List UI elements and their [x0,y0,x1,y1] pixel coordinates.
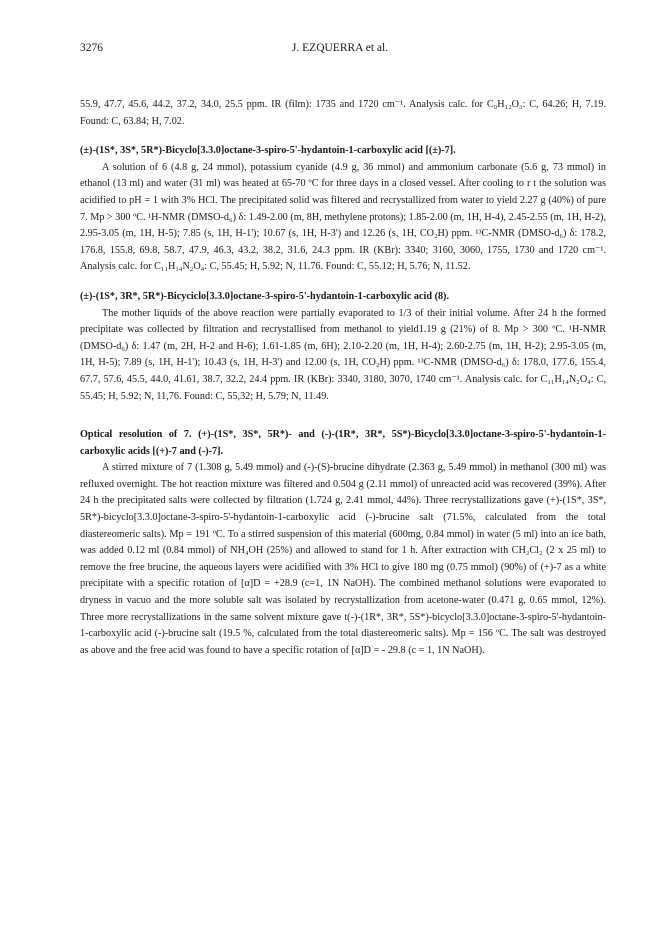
running-head: J. EZQUERRA et al. [291,42,389,54]
compound-7-heading: (±)-(1S*, 3S*, 5R*)-Bicyclo[3.3.0]octane-3-spiro-5'-hydantoin-1-carboxylic acid [(±)-7]. [80,145,456,157]
compound-8-procedure: The mother liquids of the above reaction were partially evaporated to 1/3 of their initial volume. After 24 h the formed precipitate was collected by filtration and recrystallised from methanol to yield1.19 g (21%) of 8. Mp > 300 ºC. ¹H-NMR (DMSO-d₆) δ: 1.47 (m, 2H, H-2 and H-6); 1.61-1.85 (m, 6H); 2.10-2.20 (m, 1H, H-4); 2.60-2.75 (m, 1H, H-2); 2.95-3.05 (m, 1H, H-5); 7.89 (s, 1H, H-1'); 10.43 (s, 1H, H-3') and 12.00 (s, 1H, CO₂H) ppm. ¹³C-NMR (DMSO-d₆) δ: 178.0, 177.6, 155.4, 67.7, 57.6, 45.5, 44.0, 41.61, 38.7, 32.2, 24.4 ppm. IR (KBr): 3340, 3180, 3070, 1740 cm⁻¹. Analysis calc. for C₁₁H₁₄N₂O₄: C, 55.45; H, 5.92; N, 11,76. Found: C, 55,32; H, 5.79; N, 11.49. [80,307,606,402]
continued-paragraph: 55.9, 47.7, 45.6, 44.2, 37.2, 34.0, 25.5 ppm. IR (film): 1735 and 1720 cm⁻¹. Analysis calc. for C₉H₁₂O₃: C, 64.26; H, 7.19. Found: C, 63.84; H, 7.02. [80,99,606,127]
compound-8-heading: (±)-(1S*, 3R*, 5R*)-Bicyciclo[3.3.0]octane-3-spiro-5'-hydantoin-1-carboxylic acid (8). [80,290,449,302]
optical-resolution-heading: Optical resolution of 7. (+)-(1S*, 3S*, 5R*)- and (-)-(1R*, 3R*, 5S*)-Bicyclo[3.3.0]octane-3-spiro-5'-hydantoin-1-carboxylic acids [(+)-7 and (-)-7]. [80,429,606,457]
page-number: 3276 [80,42,103,54]
article-body [80,97,606,659]
optical-resolution-procedure: A stirred mixture of 7 (1.308 g, 5.49 mmol) and (-)-(S)-brucine dihydrate (2.363 g, 5.49 mmol) in methanol (300 ml) was refluxed overnight. The hot reaction mixture was filtered and 0.504 g (2.11 mmol) of unreacted acid was recovered (39%). After 24 h the precipitated salts were collected by filtration (1.724 g, 2.41 mmol, 44%). Three recrystallizations gave (+)-(1S*, 3S*, 5R*)-bicyclo[3.3.0]octane-3-spiro-5'-hydantoin-1-carboxylic acid (-)-brucine salt (71.5%, calculated from the total diastereomeric salts). Mp = 191 ºC. To a stirred suspension of this material (600mg, 0.84 mmol) in water (5 ml) into an ice bath, was added 0.12 ml (0.84 mmol) of NH₄OH (25%) and allowed to stand for 1 h. After extraction with CH₂Cl₂ (2 x 25 ml) to remove the free brucine, the aqueous layers were acidified with 3% HCl to give 180 mg (0.75 mmol) (90%) of (+)-7 as a white precipitate with a specific rotation of [α]D = +28.9 (c=1, 1N NaOH). The combined methanol solutions were evaporated to dryness in vacuo and the more soluble salt was isolated by recrystallization from acetone-water (0.471 g, 0.65 mmol, 12%). Three more recrystallizations in the same solvent mixture gave t(-)-(1R*, 3R*, 5S*)-bicyclo[3.3.0]octane-3-spiro-5'-hydantoin-1-carboxylic acid (-)-brucine salt (19.5 %, calculated from the total diastereomeric salts). Mp = 156 ºC. The salt was destroyed as above and the free acid was found to have a specific rotation of [α]D = - 29.8 (c = 1, 1N NaOH). [80,462,606,656]
compound-7-procedure: A solution of 6 (4.8 g, 24 mmol), potassium cyanide (4.9 g, 36 mmol) and ammonium carbonate (5.6 g, 73 mmol) in ethanol (13 ml) and water (31 ml) was heated at 65-70 ºC for three days in a closed vessel. After cooling to r t the solution was acidified to pH = 1 with 3% HCl. The precipitated solid was filtered and recrystallized from water to yield 2.27 g (40%) of pure 7. Mp > 300 ºC. ¹H-NMR (DMSO-d₆) δ: 1.49-2.00 (m, 8H, methylene protons); 1.85-2.00 (m, 1H, H-4), 2.45-2.55 (m, 1H, H-2), 2.95-3.05 (m, 1H, H-5); 7.85 (s, 1H, H-1'); 10.67 (s, 1H, H-3') and 12.26 (s, 1H, CO₂H) ppm. ¹³C-NMR (DMSO-d₆) δ: 178.2, 176.8, 155.8, 69.8, 58.7, 47.9, 46.3, 43.2, 38.2, 31.6, 24.3 ppm. IR (KBr): 3340; 3160, 3060, 1755, 1730 and 1720 cm⁻¹. Analysis calc. for C₁₁H₁₄N₂O₄: C, 55.45; H, 5.92; N, 11.76. Found: C, 55.12; H, 5.76; N, 11.52. [80,161,606,273]
